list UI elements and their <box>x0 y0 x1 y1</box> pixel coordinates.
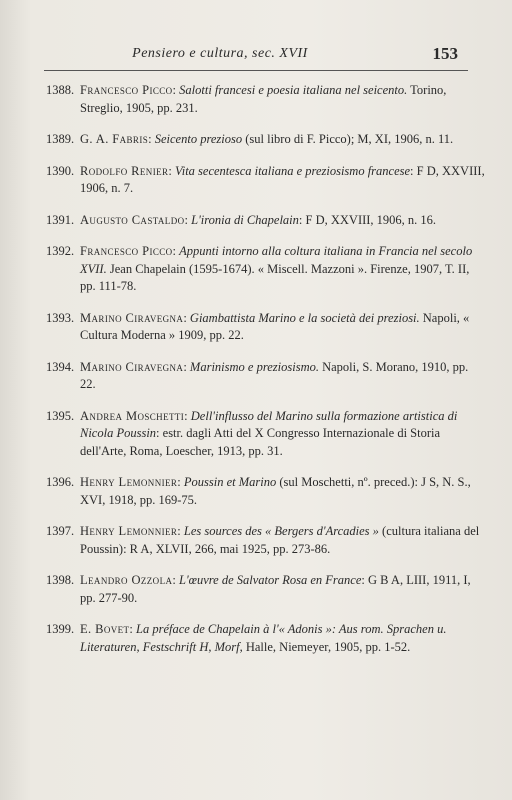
entry-details: Halle, Niemeyer, 1905, pp. 1-52. <box>242 639 411 654</box>
bibliography-entry: 1393. Marino Ciravegna: Giambattista Marino e la società dei preziosi. Napoli, « Cultura Moderna » 1909, pp. 22. <box>46 310 470 342</box>
entry-details: Jean Chapelain (1595-1674). « Miscell. Mazzoni ». Firenze, 1907, T. II, pp. 111-78. <box>80 261 470 293</box>
entry-number: 1397. <box>46 524 75 538</box>
header-rule <box>44 70 468 71</box>
entry-author: Leandro Ozzola <box>80 573 173 587</box>
entry-title: Giambattista Marino e la società dei preziosi. <box>189 310 420 325</box>
entry-title: Poussin et Marino <box>183 475 277 489</box>
entry-number: 1388. <box>46 83 75 97</box>
bibliography-entry: 1394. Marino Ciravegna: Marinismo e preziosismo. Napoli, S. Morano, 1910, pp. 22. <box>46 359 469 391</box>
entry-title: L'ironia di Chapelain <box>191 212 299 227</box>
entry-number: 1399. <box>46 622 75 636</box>
entry-author: E. Bovet <box>80 622 130 636</box>
entry-title: Appunti intorno alla coltura italiana in Francia nel secolo XVII. <box>80 244 473 276</box>
entry-number: 1389. <box>46 132 75 146</box>
entry-number: 1392. <box>46 244 75 258</box>
entry-title: Dell'influsso del Marino sulla formazione artistica di Nicola Poussin <box>80 408 458 440</box>
entry-number: 1394. <box>46 359 75 374</box>
entry-title: Salotti francesi e poesia italiana nel seicento. <box>179 83 408 97</box>
entry-title: Vita secentesca italiana e preziosismo francese <box>175 163 411 178</box>
entry-title: Les sources des « Bergers d'Arcadies » <box>183 524 379 538</box>
entry-details: Napoli, S. Morano, 1910, pp. 22. <box>80 359 469 391</box>
entry-author: Francesco Picco <box>80 244 173 258</box>
bibliography-entry: 1398. Leandro Ozzola: L'œuvre de Salvator Rosa en France: G B A, LIII, 1911, I, pp. 277-90. <box>46 573 471 605</box>
bibliography-entry: 1389. G. A. Fabris: Seicento prezioso (sul libro di F. Picco); M, XI, 1906, n. 11. <box>46 131 486 149</box>
entry-details: Napoli, « Cultura Moderna » 1909, pp. 22. <box>80 310 470 342</box>
bibliography-entry: 1392. Francesco Picco: Appunti intorno alla coltura italiana in Francia nel secolo XVII. Jean Chapelain (1595-1674). « Miscell. Mazzoni ». Firenze, 1907, T. II, pp. 111-78. <box>46 244 473 293</box>
bibliography-entry: 1395. Andrea Moschetti: Dell'influsso del Marino sulla formazione artistica di Nicola Poussin: estr. dagli Atti del X Congresso Internazionale di Storia dell'Arte, Roma, Loescher, 1913, pp. 31. <box>46 408 458 458</box>
entry-title: L'œuvre de Salvator Rosa en France <box>179 573 362 587</box>
entry-details: : G B A, LIII, 1911, I, pp. 277-90. <box>80 573 471 605</box>
entry-author: Augusto Castaldo <box>80 212 185 227</box>
bibliography-entry: 1399. E. Bovet: La préface de Chapelain à l'« Adonis »: Aus rom. Sprachen u. Literaturen, Festschrift H, Morf, Halle, Niemeyer, 1905, pp. 1-52. <box>46 622 447 654</box>
entry-number: 1398. <box>46 573 75 587</box>
entry-details: : F D, XXVIII, 1906, n. 16. <box>298 212 437 227</box>
entry-number: 1395. <box>46 408 75 423</box>
bibliography-entry: 1391. Augusto Castaldo: L'ironia di Chapelain: F D, XXVIII, 1906, n. 16. <box>46 212 486 230</box>
entry-author: Marino Ciravegna <box>80 310 184 325</box>
entry-title: Marinismo e preziosismo. <box>189 359 319 374</box>
bibliography-entry: 1390. Rodolfo Renier: Vita secentesca italiana e preziosismo francese: F D, XXVIII, 1906, n. 7. <box>46 163 485 195</box>
entry-title: La préface de Chapelain à l'« Adonis »: Aus rom. Sprachen u. Literaturen, Festschrift H, Morf, <box>80 622 447 654</box>
entry-number: 1391. <box>46 212 75 227</box>
entry-details: (sul Moschetti, nº. preced.): J S, N. S., XVI, 1918, pp. 169-75. <box>80 475 471 507</box>
entry-details: : F D, XXVIII, 1906, n. 7. <box>80 163 485 195</box>
running-title: Pensiero e cultura, sec. XVII <box>132 46 308 61</box>
entry-title: Seicento prezioso <box>154 132 243 146</box>
bibliography-entry: 1396. Henry Lemonnier: Poussin et Marino (sul Moschetti, nº. preced.): J S, N. S., XVI, 1918, pp. 169-75. <box>46 475 471 507</box>
entry-number: 1393. <box>46 310 75 325</box>
bibliography-entry: 1388. Francesco Picco: Salotti francesi e poesia italiana nel seicento. Torino, Streglio, 1905, pp. 231. <box>46 83 447 115</box>
entry-author: Andrea Moschetti <box>80 408 185 423</box>
entry-number: 1396. <box>46 475 75 489</box>
page-header <box>0 44 512 68</box>
entry-author: Henry Lemonnier <box>80 475 178 489</box>
entry-author: Rodolfo Renier <box>80 163 169 178</box>
entry-details: : estr. dagli Atti del X Congresso Internazionale di Storia dell'Arte, Roma, Loescher, 1913, pp. 31. <box>80 426 441 458</box>
entry-author: Henry Lemonnier <box>80 524 178 538</box>
entry-details: (cultura italiana del Poussin): R A, XLVII, 266, mai 1925, pp. 273-86. <box>80 524 480 556</box>
entry-number: 1390. <box>46 163 75 178</box>
entry-author: Francesco Picco <box>80 83 173 97</box>
page-number: 153 <box>432 44 458 63</box>
entry-details: Torino, Streglio, 1905, pp. 231. <box>80 83 447 115</box>
entry-details: (sul libro di F. Picco); M, XI, 1906, n. 11. <box>242 132 454 146</box>
bibliography-list <box>46 82 486 670</box>
bibliography-entry: 1397. Henry Lemonnier: Les sources des « Bergers d'Arcadies » (cultura italiana del Poussin): R A, XLVII, 266, mai 1925, pp. 273-86. <box>46 524 480 556</box>
entry-author: G. A. Fabris <box>80 132 149 146</box>
entry-author: Marino Ciravegna <box>80 359 184 374</box>
